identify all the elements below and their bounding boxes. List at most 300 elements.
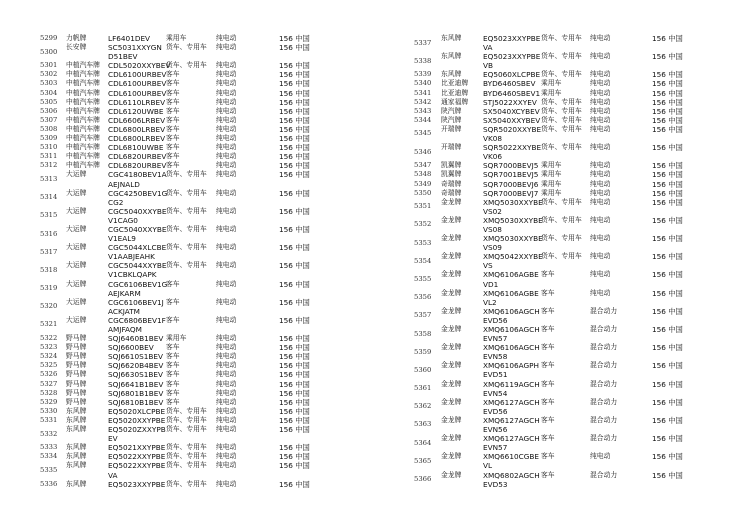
fuel-type-cell: 纯电动 [590,52,611,61]
brand-cell: 东风牌 [441,70,462,79]
table-row [40,170,375,188]
model-cell: BYD6460SBEV [483,79,536,89]
fuel-type-cell: 纯电动 [216,261,237,270]
vehicle-type-cell: 客车 [541,379,555,388]
fuel-type-cell: 纯电动 [216,343,237,352]
model-cell: SQJ6810B1BEV [108,397,164,407]
brand-cell: 金龙牌 [441,434,462,443]
brand-cell: 东风牌 [66,461,87,470]
model-cell: CDL6810UWBE [108,143,164,153]
row-number: 5358 [414,329,432,338]
fuel-type-cell: 纯电动 [216,379,237,388]
vehicle-type-cell: 乘用车 [166,334,187,343]
model-cell: CDL6820URBEV [108,161,167,171]
model-cell: EQ5021XXYPBE [108,443,166,453]
brand-cell: 奇瑞牌 [441,179,462,188]
table-row [412,270,732,288]
country-cell: 156 中国 [279,106,310,116]
model-cell: V1CAG0 [108,215,138,225]
model-cell: EQ5060XLCPBE [483,70,541,80]
country-cell: 156 中国 [652,234,683,244]
fuel-type-cell: 纯电动 [590,161,611,170]
country-cell: 156 中国 [652,415,683,425]
model-cell: SQJ6801B1BEV [108,388,164,398]
brand-cell: 凯翼牌 [441,161,462,170]
country-cell: 156 中国 [279,70,310,80]
vehicle-type-cell: 货车、专用车 [166,206,207,215]
table-row [40,416,375,425]
table-row [412,143,732,161]
row-number: 5330 [40,406,58,415]
row-number: 5322 [40,334,58,343]
brand-cell: 中植汽车牌 [66,115,100,124]
vehicle-type-cell: 客车 [166,70,180,79]
row-number: 5317 [40,247,58,256]
country-cell: 156 中国 [279,397,310,407]
fuel-type-cell: 纯电动 [216,34,237,42]
fuel-type-cell: 纯电动 [216,479,237,488]
vehicle-type-cell: 货车、专用车 [166,61,207,70]
table-row [40,225,375,243]
table-row [412,98,732,107]
row-number: 5329 [40,397,58,406]
model-cell: CDL6100URBEV [108,70,167,80]
model-cell: EQ5022XXYPBE [108,461,166,471]
table-row [40,334,375,343]
vehicle-type-cell: 货车、专用车 [166,461,207,470]
fuel-type-cell: 纯电动 [590,143,611,152]
table-row [412,216,732,234]
vehicle-type-cell: 客车 [166,397,180,406]
country-cell: 156 中国 [279,452,310,462]
brand-cell: 金龙牌 [441,270,462,279]
model-cell: CDL6100URBEV [108,79,167,89]
model-cell: VL [483,461,493,471]
country-cell: 156 中国 [279,88,310,98]
brand-cell: 东风牌 [441,52,462,61]
table-row [40,352,375,361]
model-cell: EVN57 [483,443,508,453]
brand-cell: 金龙牌 [441,234,462,243]
model-cell: VS [483,261,493,271]
brand-cell: 金龙牌 [441,452,462,461]
vehicle-type-cell: 客车 [166,124,180,133]
fuel-type-cell: 混合动力 [590,415,618,424]
row-number: 5363 [414,420,432,429]
model-cell: EQ5020XXYPBE [108,415,166,425]
brand-cell: 野马牌 [66,397,87,406]
fuel-type-cell: 纯电动 [590,252,611,261]
brand-cell: 大运牌 [66,188,87,197]
vehicle-type-cell: 客车 [541,470,555,479]
table-row [412,116,732,125]
vehicle-type-cell: 乘用车 [541,88,562,97]
model-cell: VB [483,61,493,71]
fuel-type-cell: 混合动力 [590,343,618,352]
model-cell: SQR5020XXYBE [483,124,542,134]
vehicle-type-cell: 货车、专用车 [541,124,582,133]
fuel-type-cell: 混合动力 [590,470,618,479]
row-number: 5307 [40,115,58,124]
fuel-type-cell: 纯电动 [590,288,611,297]
fuel-type-cell: 纯电动 [216,106,237,115]
brand-cell: 凯翼牌 [441,170,462,179]
table-row [40,143,375,152]
table-row [40,370,375,379]
table-row [40,407,375,416]
table-row [412,52,732,70]
country-cell: 156 中国 [652,88,683,98]
brand-cell: 东风牌 [66,479,87,488]
fuel-type-cell: 纯电动 [590,88,611,97]
brand-cell: 大运牌 [66,170,87,179]
country-cell: 156 中国 [279,188,310,198]
model-cell: VS08 [483,224,502,234]
model-cell: EQ5022XXYPBE [108,452,166,462]
country-cell: 156 中国 [279,443,310,453]
vehicle-type-cell: 客车 [541,415,555,424]
model-cell: XMQ5030XXYBE [483,234,543,244]
model-cell: EVD53 [483,479,508,489]
vehicle-type-cell: 客车 [541,325,555,333]
table-row [412,107,732,116]
table-row [40,398,375,407]
brand-cell: 金龙牌 [441,252,462,261]
country-cell: 156 中国 [652,197,683,207]
model-cell: SQJ6620B4BEV [108,361,164,371]
row-number: 5362 [414,402,432,411]
model-cell: VA [108,470,118,480]
fuel-type-cell: 纯电动 [216,124,237,133]
table-row [412,170,732,179]
country-cell: 156 中国 [279,370,310,380]
row-number: 5352 [414,220,432,229]
row-number: 5348 [414,170,432,179]
country-cell: 156 中国 [652,452,683,462]
country-cell: 156 中国 [279,161,310,171]
row-number: 5359 [414,347,432,356]
model-cell: VK06 [483,152,503,162]
country-cell: 156 中国 [279,425,310,435]
model-cell: CGC5040XXYBE [108,224,167,234]
row-number: 5319 [40,284,58,293]
country-cell: 156 中国 [652,70,683,80]
model-cell: EVD51 [483,370,508,380]
country-cell: 156 中国 [652,79,683,89]
row-number: 5309 [40,134,58,143]
brand-cell: 大运牌 [66,261,87,270]
table-row [412,125,732,143]
brand-cell: 中植汽车牌 [66,106,100,115]
fuel-type-cell: 纯电动 [590,234,611,243]
model-cell: AEJNALD [108,179,140,189]
fuel-type-cell: 纯电动 [590,106,611,115]
row-number: 5320 [40,302,58,311]
vehicle-type-cell: 客车 [166,115,180,124]
model-cell: VA [483,43,493,53]
row-number: 5357 [414,311,432,320]
model-cell: CDL6606LRBEV [108,115,166,125]
row-number: 5308 [40,124,58,133]
row-number: 5339 [414,70,432,79]
fuel-type-cell: 纯电动 [216,406,237,415]
vehicle-type-cell: 货车、专用车 [541,197,582,206]
country-cell: 156 中国 [279,361,310,371]
fuel-type-cell: 纯电动 [216,206,237,215]
country-cell: 156 中国 [279,97,310,107]
fuel-type-cell: 纯电动 [216,461,237,470]
brand-cell: 中植汽车牌 [66,97,100,106]
row-number: 5344 [414,115,432,124]
row-number: 5361 [414,384,432,393]
fuel-type-cell: 纯电动 [590,79,611,88]
model-cell: XMQ6127AGCH [483,397,540,407]
fuel-type-cell: 纯电动 [216,88,237,97]
brand-cell: 金龙牌 [441,470,462,479]
brand-cell: 金龙牌 [441,343,462,352]
brand-cell: 野马牌 [66,334,87,343]
country-cell: 156 中国 [279,352,310,362]
brand-cell: 奇瑞牌 [441,188,462,197]
brand-cell: 东风牌 [66,425,87,434]
country-cell: 156 中国 [652,343,683,353]
table-row [412,380,732,398]
vehicle-type-cell: 乘用车 [541,179,562,188]
country-cell: 156 中国 [652,397,683,407]
vehicle-type-cell: 货车、专用车 [166,243,207,252]
model-cell: SQR7000BEVJ7 [483,188,539,198]
vehicle-type-cell: 货车、专用车 [541,143,582,152]
brand-cell: 金龙牌 [441,215,462,224]
row-number: 5338 [414,56,432,65]
row-number: 5310 [40,143,58,152]
table-row [412,307,732,325]
brand-cell: 金龙牌 [441,397,462,406]
row-number: 5340 [414,79,432,88]
row-number: 5311 [40,152,58,161]
fuel-type-cell: 混合动力 [590,379,618,388]
model-cell: XMQ6106AGCH [483,306,540,316]
fuel-type-cell: 混合动力 [590,306,618,315]
table-row [412,325,732,343]
country-cell: 156 中国 [652,270,683,280]
row-number: 5324 [40,352,58,361]
table-row [412,198,732,216]
brand-cell: 金龙牌 [441,306,462,315]
table-row [412,343,732,361]
row-number: 5304 [40,88,58,97]
row-number: 5326 [40,370,58,379]
vehicle-type-cell: 乘用车 [166,34,187,42]
vehicle-type-cell: 货车、专用车 [166,224,207,233]
brand-cell: 大运牌 [66,243,87,252]
fuel-type-cell: 纯电动 [216,61,237,70]
fuel-type-cell: 纯电动 [216,43,237,52]
vehicle-type-cell: 货车、专用车 [166,479,207,488]
vehicle-type-cell: 货车、专用车 [166,170,207,179]
model-cell: CDL6800LRBEV [108,134,166,144]
table-row [40,61,375,70]
row-number: 5302 [40,70,58,79]
table-row [412,252,732,270]
country-cell: 156 中国 [652,325,683,334]
fuel-type-cell: 混合动力 [590,397,618,406]
model-cell: LF6401DEV [108,34,151,43]
vehicle-type-cell: 货车、专用车 [166,452,207,461]
country-cell: 156 中国 [279,206,310,216]
table-row [412,180,732,189]
vehicle-type-cell: 货车、专用车 [541,252,582,261]
brand-cell: 野马牌 [66,379,87,388]
country-cell: 156 中国 [652,379,683,389]
vehicle-type-cell: 客车 [166,361,180,370]
row-number: 5354 [414,256,432,265]
vehicle-type-cell: 客车 [166,88,180,97]
table-row [412,79,732,88]
fuel-type-cell: 纯电动 [216,452,237,461]
table-row [40,79,375,88]
fuel-type-cell: 纯电动 [590,197,611,206]
row-number: 5342 [414,97,432,106]
table-row [40,343,375,352]
row-number: 5331 [40,415,58,424]
table-row [412,34,732,52]
fuel-type-cell: 纯电动 [216,361,237,370]
row-number: 5314 [40,193,58,202]
fuel-type-cell: 混合动力 [590,325,618,333]
country-cell: 156 中国 [652,52,683,62]
vehicle-type-cell: 客车 [166,297,180,306]
vehicle-type-cell: 货车、专用车 [166,443,207,452]
country-cell: 156 中国 [279,461,310,471]
fuel-type-cell: 纯电动 [216,188,237,197]
model-cell: EVN57 [483,334,508,344]
model-cell: EQ5023XXYPBE [483,34,541,43]
model-cell: CDL6800LRBEV [108,124,166,134]
country-cell: 156 中国 [279,415,310,425]
vehicle-type-cell: 客车 [541,306,555,315]
brand-cell: 开瑞牌 [441,143,462,152]
vehicle-type-cell: 客车 [166,370,180,379]
brand-cell: 野马牌 [66,352,87,361]
brand-cell: 东风牌 [441,34,462,42]
fuel-type-cell: 纯电动 [590,188,611,197]
brand-cell: 金龙牌 [441,379,462,388]
fuel-type-cell: 纯电动 [590,170,611,179]
table-row [40,207,375,225]
fuel-type-cell: 纯电动 [216,352,237,361]
vehicle-type-cell: 货车、专用车 [541,70,582,79]
brand-cell: 中植汽车牌 [66,61,100,70]
country-cell: 156 中国 [279,143,310,153]
vehicle-type-cell: 客车 [166,352,180,361]
brand-cell: 大运牌 [66,279,87,288]
row-number: 5325 [40,361,58,370]
country-cell: 156 中国 [279,388,310,398]
model-cell: CDL6100URBEV [108,88,167,98]
brand-cell: 中植汽车牌 [66,124,100,133]
table-row [40,443,375,452]
vehicle-type-cell: 货车、专用车 [541,106,582,115]
brand-cell: 东风牌 [66,452,87,461]
model-cell: CG2 [108,197,124,207]
country-cell: 156 中国 [652,434,683,444]
model-cell: SX5040XCYBEV [483,106,540,116]
table-row [412,189,732,198]
model-cell: EQ5020XLCPBE [108,406,166,416]
vehicle-type-cell: 货车、专用车 [166,188,207,197]
model-cell: CDL5020XXYBEV [108,61,171,71]
vehicle-type-cell: 货车、专用车 [541,34,582,42]
table-row [40,98,375,107]
table-row [412,471,732,489]
brand-cell: 野马牌 [66,388,87,397]
vehicle-type-cell: 货车、专用车 [166,43,207,52]
brand-cell: 中植汽车牌 [66,79,100,88]
brand-cell: 中植汽车牌 [66,88,100,97]
vehicle-type-cell: 客车 [541,397,555,406]
model-cell: VD1 [483,279,499,289]
vehicle-type-cell: 货车、专用车 [541,115,582,124]
table-row [40,152,375,161]
table-row [40,280,375,298]
fuel-type-cell: 纯电动 [216,388,237,397]
brand-cell: 力帆牌 [66,34,87,42]
model-cell: VL2 [483,297,497,307]
model-cell: SQJ6460B1BEV [108,334,164,344]
model-cell: XMQ5030XXYBE [483,215,543,225]
model-cell: XMQ6106AGBE [483,270,539,280]
vehicle-type-cell: 客车 [166,279,180,288]
brand-cell: 野马牌 [66,343,87,352]
country-cell: 156 中国 [279,61,310,71]
fuel-type-cell: 纯电动 [216,425,237,434]
country-cell: 156 中国 [279,115,310,125]
brand-cell: 中植汽车牌 [66,70,100,79]
model-cell: CGC4250BEV1G [108,188,168,198]
model-cell: EQ5020ZXXYPB [108,425,166,435]
vehicle-type-cell: 货车、专用车 [166,415,207,424]
fuel-type-cell: 纯电动 [216,415,237,424]
row-number: 5353 [414,238,432,247]
vehicle-type-cell: 客车 [166,97,180,106]
brand-cell: 中植汽车牌 [66,143,100,152]
model-cell: ACKJATM [108,306,140,316]
row-number: 5336 [40,479,58,488]
row-number: 5315 [40,211,58,220]
vehicle-type-cell: 客车 [166,161,180,170]
country-cell: 156 中国 [652,106,683,116]
fuel-type-cell: 纯电动 [590,97,611,106]
brand-cell: 金龙牌 [441,361,462,370]
table-row [40,261,375,279]
table-row [40,361,375,370]
fuel-type-cell: 纯电动 [216,443,237,452]
model-cell: CGC4180BEV1A [108,170,167,180]
model-cell: XMQ6127AGCH [483,434,540,444]
vehicle-type-cell: 客车 [541,434,555,443]
fuel-type-cell: 纯电动 [216,370,237,379]
model-cell: EVD56 [483,315,508,325]
model-cell: EV [108,434,118,444]
country-cell: 156 中国 [279,406,310,416]
fuel-type-cell: 纯电动 [590,115,611,124]
brand-cell: 陕汽牌 [441,106,462,115]
model-cell: SX5040XXYBEV [483,115,541,125]
model-cell: SQR7000BEVJ5 [483,161,539,171]
left-column-table [40,34,375,489]
row-number: 5345 [414,129,432,138]
